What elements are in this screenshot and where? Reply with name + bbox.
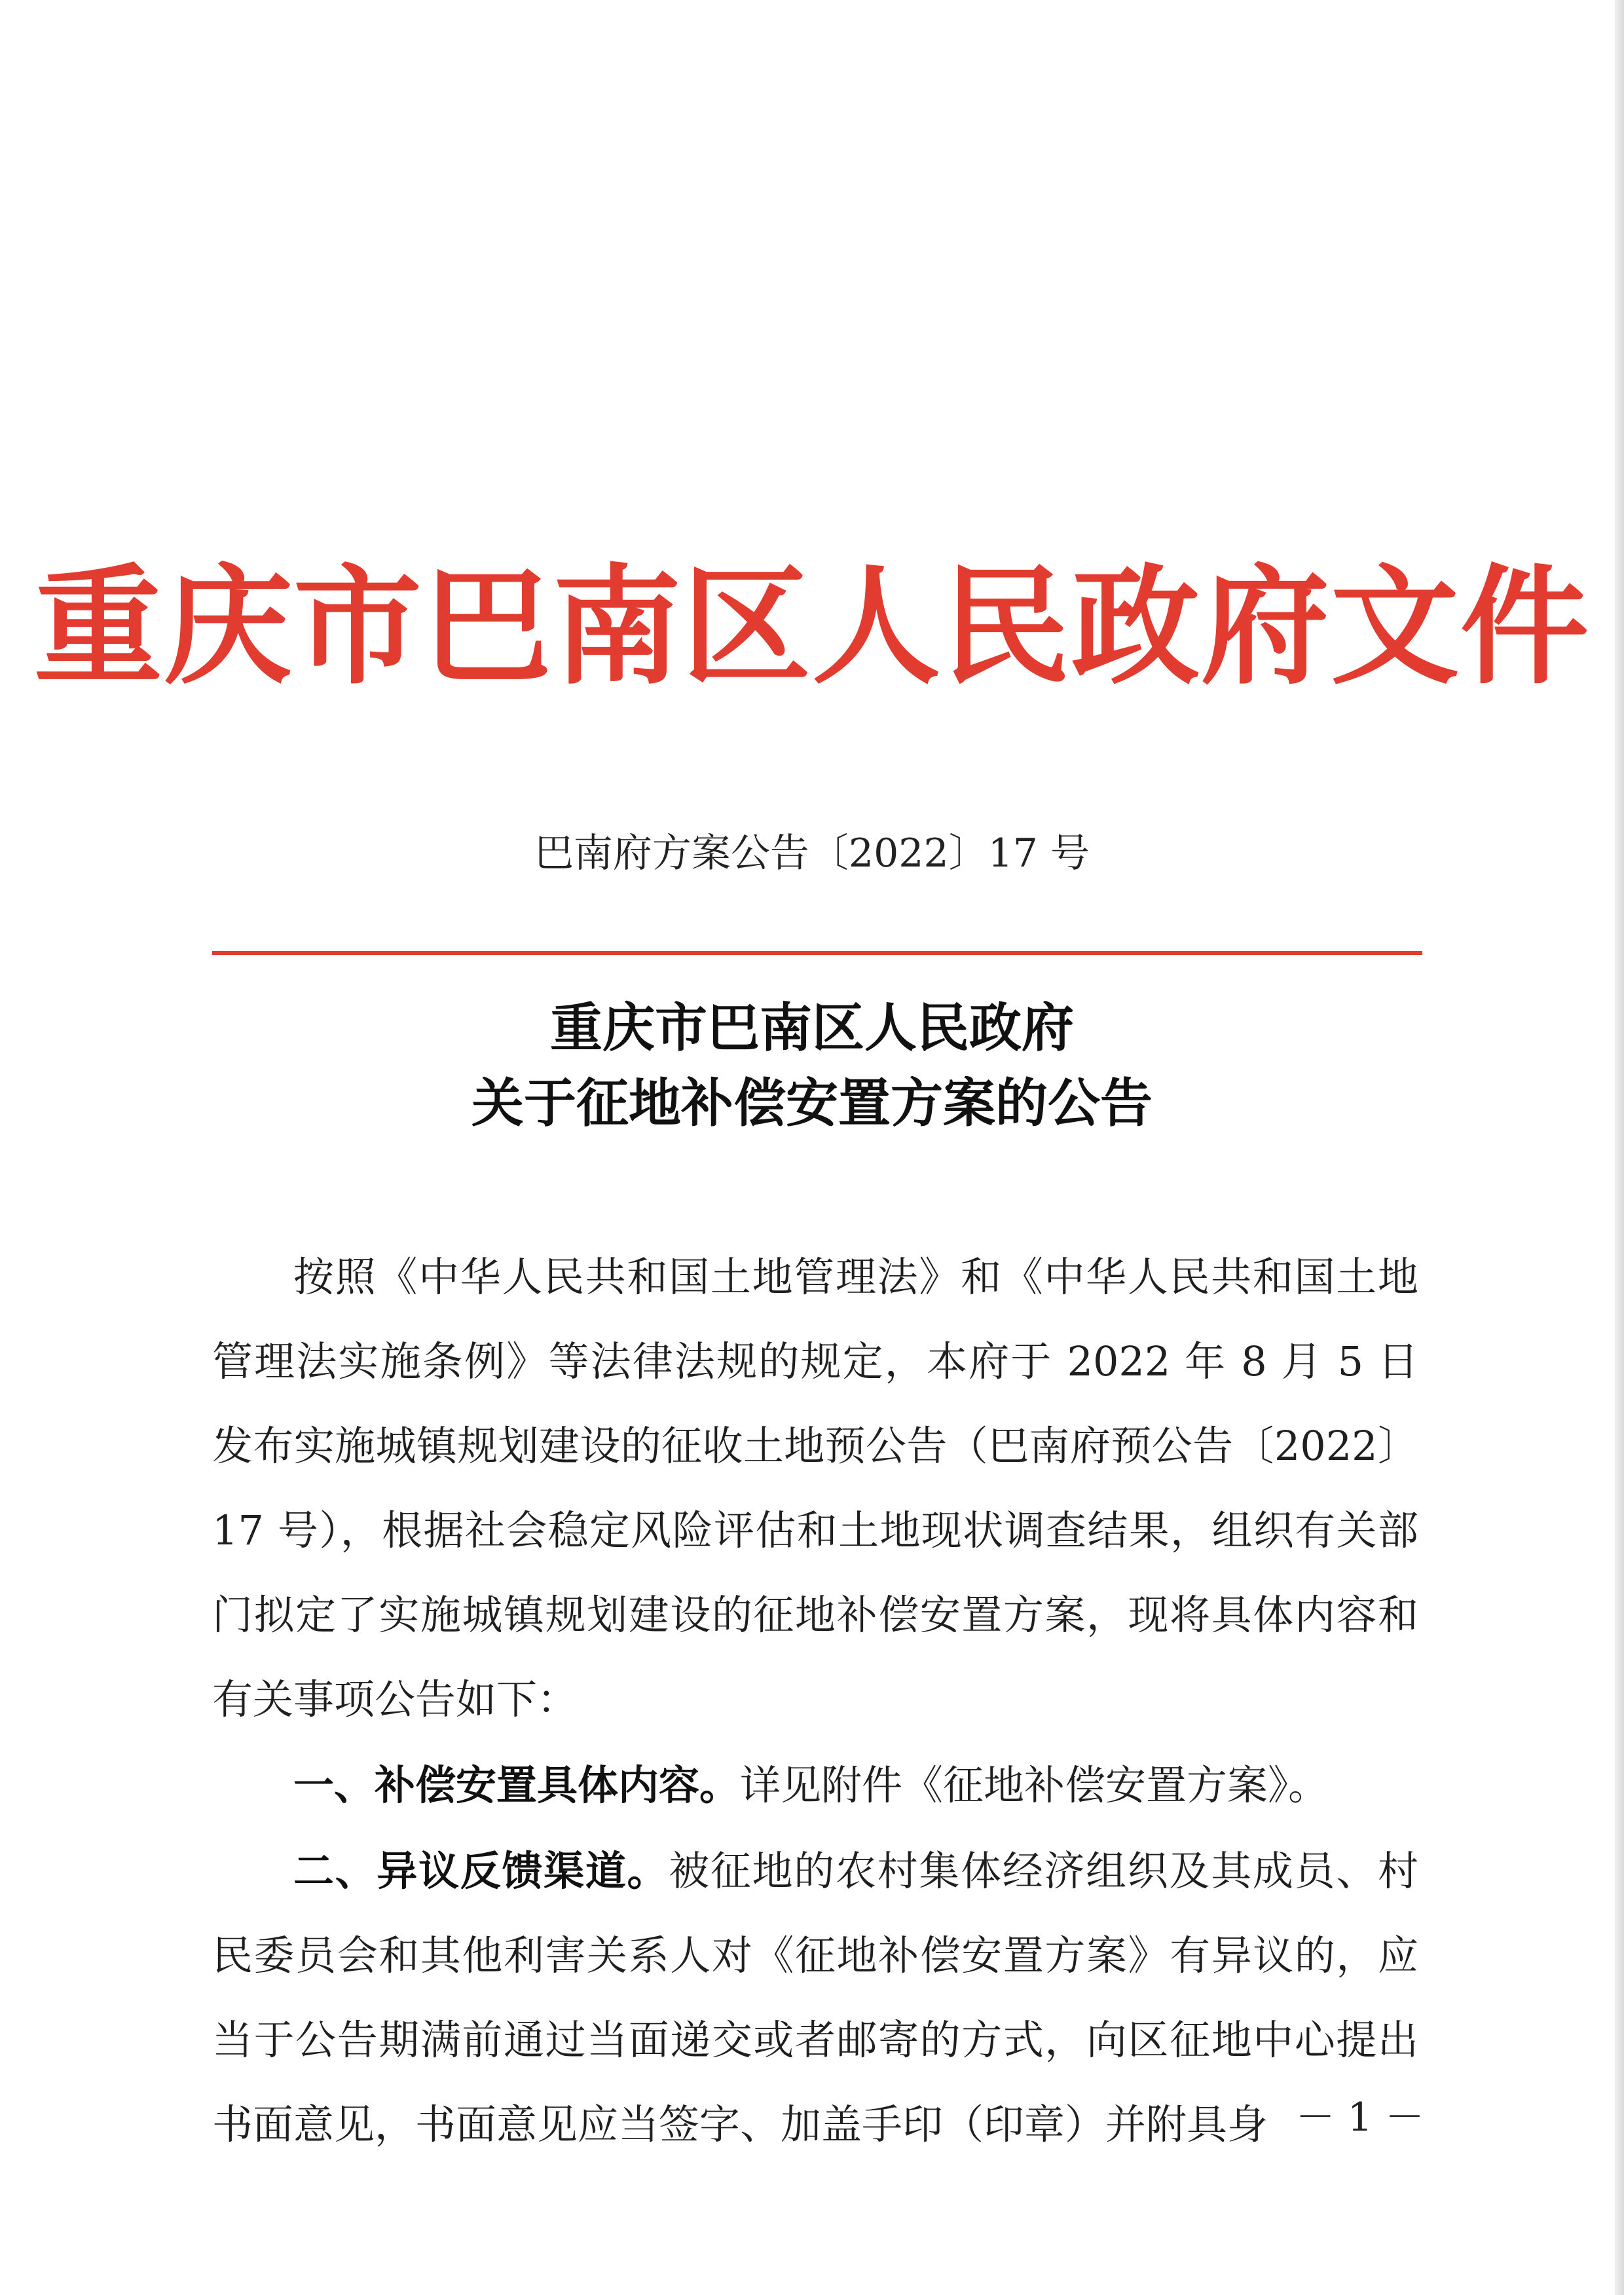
item-paragraph-2 (212, 1829, 1418, 2167)
item-paragraph-1 (212, 1743, 1418, 1827)
item-text-2: 被征地的农村集体经济组织及其成员、村民委员会和其他利害关系人对《征地补偿安置方案》有异议的，应当于公告期满前通过当面递交或者邮寄的方式，向区征地中心提出书面意见，书面意见应当签字、加盖手印（印章）并附具身 (212, 1847, 1418, 2148)
item-text-1: 详见附件《征地补偿安置方案》。 (740, 1761, 1329, 1809)
announcement-body (212, 1235, 1418, 2167)
item-heading-2: 二、异议反馈渠道。 (293, 1847, 669, 1895)
intro-paragraph: 按照《中华人民共和国土地管理法》和《中华人民共和国土地管理法实施条例》等法律法规的规定，本府于 2022 年 8 月 5 日发布实施城镇规划建设的征收土地预公告（巴南府预公告〔2022〕17 号），根据社会稳定风险评估和土地现状调查结果，组织有关部门拟定了实施城镇规划建设的征地补偿安置方案，现将具体内容和有关事项公告如下： (212, 1253, 1418, 1723)
announcement-title-line-2: 关于征地补偿安置方案的公告 (471, 1073, 1153, 1134)
document-number: 巴南府方案公告〔2022〕17 号 (534, 830, 1090, 876)
announcement-title-line-1: 重庆市巴南区人民政府 (550, 998, 1074, 1058)
page-edge (1615, 0, 1624, 2295)
item-heading-1: 一、补偿安置具体内容。 (293, 1761, 741, 1809)
issuing-authority-header: 重庆市巴南区人民政府文件 (33, 553, 1590, 702)
red-separator-line (212, 951, 1422, 955)
page-number: － 1 － (1295, 2095, 1424, 2140)
